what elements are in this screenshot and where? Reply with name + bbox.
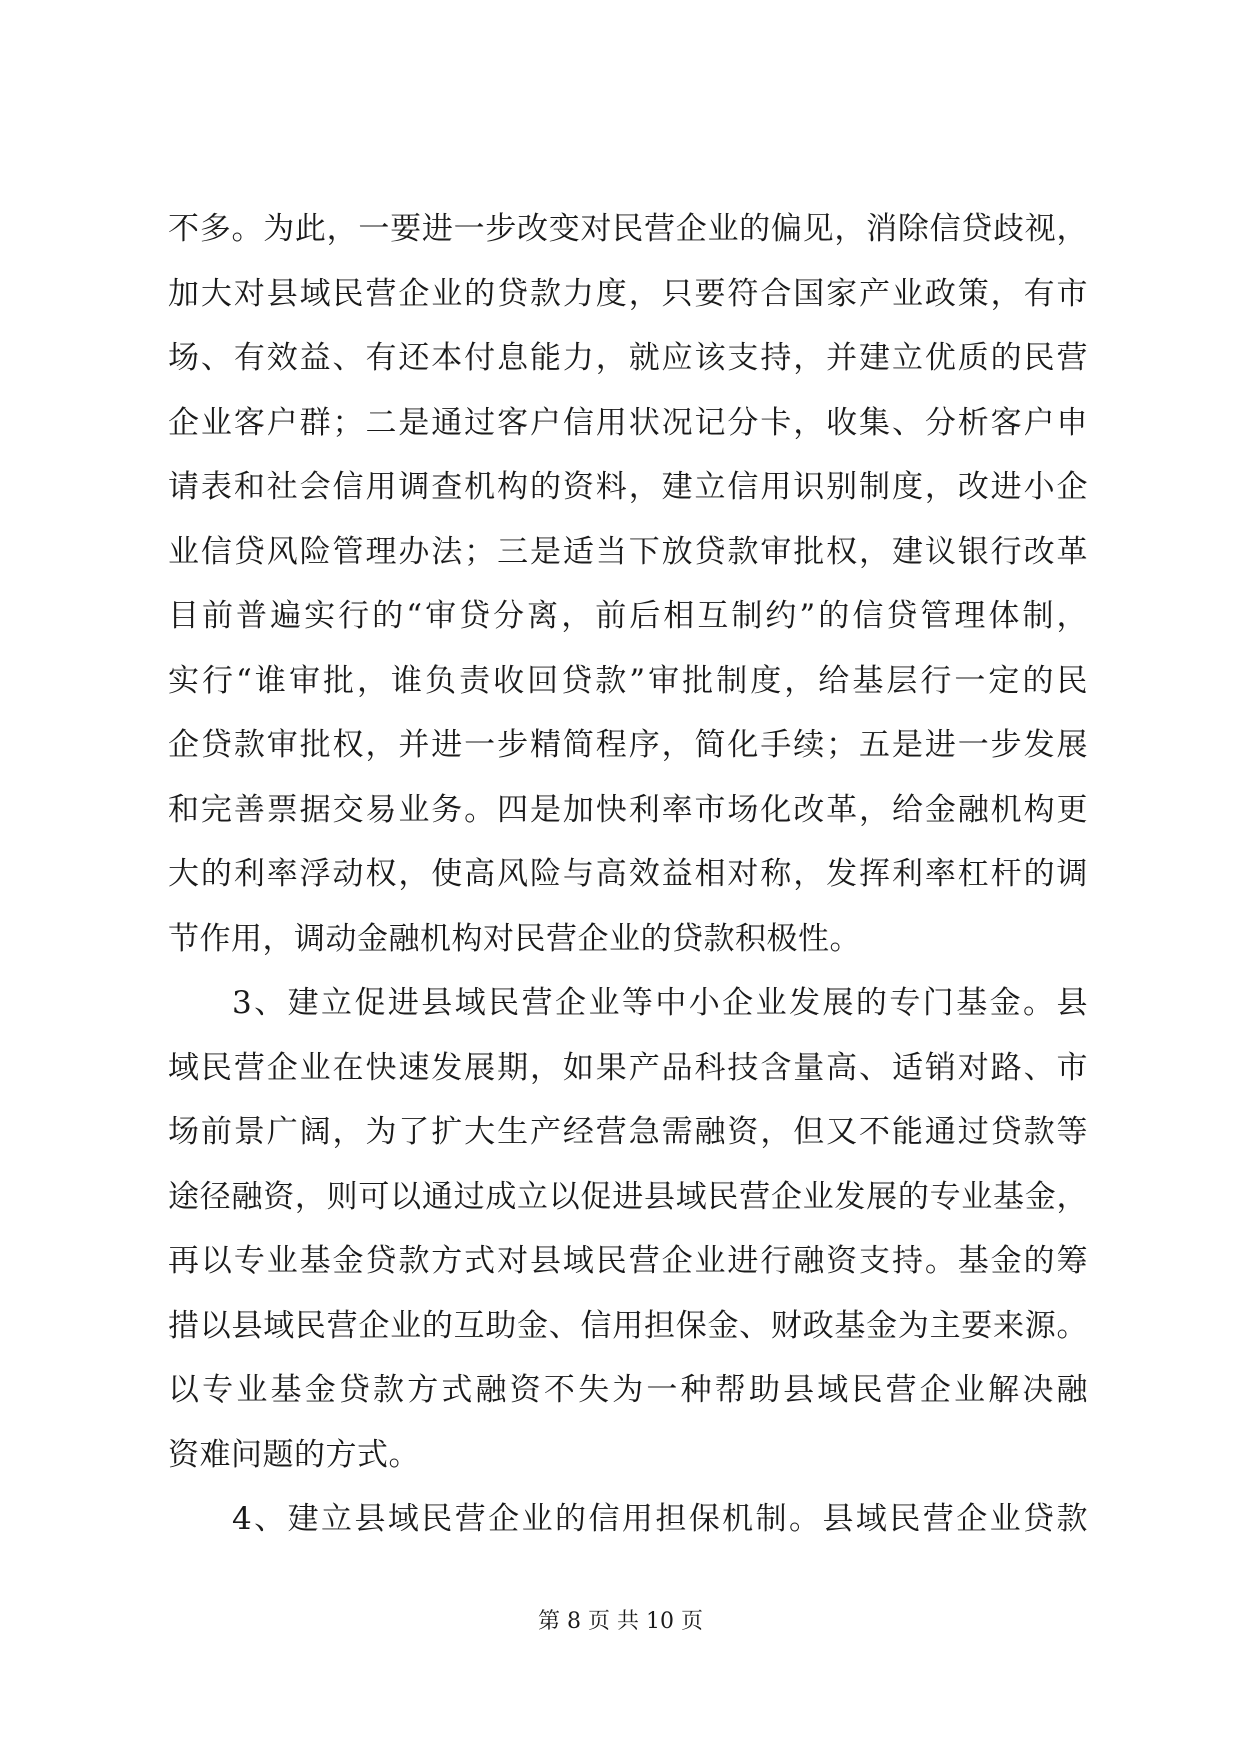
text-line: 场前景广阔，为了扩大生产经营急需融资，但又不能通过贷款等: [168, 1114, 1088, 1150]
body-text: [168, 197, 1088, 1552]
text-line: 业信贷风险管理办法；三是适当下放贷款审批权，建议银行改革: [168, 533, 1088, 570]
text-line: 和完善票据交易业务。四是加快利率市场化改革，给金融机构更: [168, 791, 1088, 828]
text-line: 大的利率浮动权，使高风险与高效益相对称，发挥利率杠杆的调: [168, 856, 1088, 892]
text-line: 再以专业基金贷款方式对县域民营企业进行融资支持。基金的筹: [168, 1243, 1088, 1279]
text-line: 企贷款审批权，并进一步精简程序，简化手续；五是进一步发展: [168, 727, 1088, 763]
text-line: 场、有效益、有还本付息能力，就应该支持，并建立优质的民营: [168, 340, 1088, 376]
page-footer: 第 8 页 共 10 页: [538, 1609, 703, 1634]
text-line: 节作用，调动金融机构对民营企业的贷款积极性。: [168, 920, 861, 957]
text-line: 以专业基金贷款方式融资不失为一种帮助县域民营企业解决融: [168, 1372, 1088, 1408]
text-line: 加大对县域民营企业的贷款力度，只要符合国家产业政策，有市: [168, 275, 1088, 312]
section-heading-line: 3、建立促进县域民营企业等中小企业发展的专门基金。县: [232, 985, 1088, 1021]
text-line: 目前普遍实行的“审贷分离，前后相互制约”的信贷管理体制，: [168, 598, 1088, 634]
text-line: 不多。为此，一要进一步改变对民营企业的偏见，消除信贷歧视，: [168, 211, 1088, 247]
section-heading-line: 4、建立县域民营企业的信用担保机制。县域民营企业贷款: [232, 1501, 1088, 1537]
text-line: 途径融资，则可以通过成立以促进县域民营企业发展的专业基金，: [168, 1178, 1088, 1215]
text-line: 资难问题的方式。: [168, 1436, 420, 1473]
text-line: 域民营企业在快速发展期，如果产品科技含量高、适销对路、市: [168, 1049, 1088, 1086]
text-line: 实行“谁审批，谁负责收回贷款”审批制度，给基层行一定的民: [168, 662, 1088, 699]
text-line: 措以县域民营企业的互助金、信用担保金、财政基金为主要来源。: [168, 1307, 1088, 1344]
text-line: 企业客户群；二是通过客户信用状况记分卡，收集、分析客户申: [168, 404, 1088, 441]
text-line: 请表和社会信用调查机构的资料，建立信用识别制度，改进小企: [168, 469, 1088, 505]
